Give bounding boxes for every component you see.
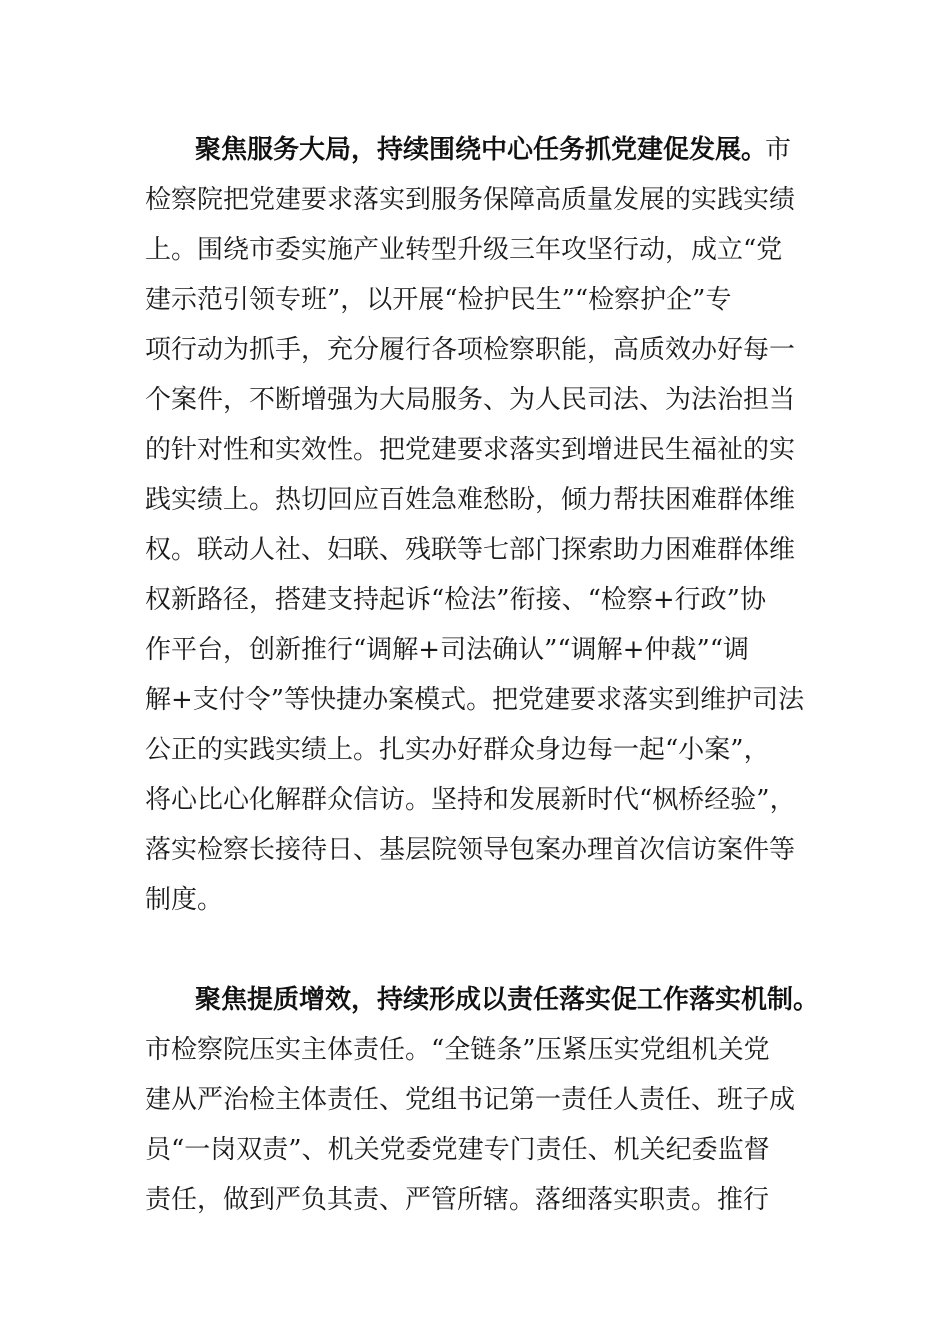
paragraph-line-row <box>0 825 950 875</box>
paragraph-line-row <box>0 275 950 325</box>
paragraph-line-row <box>0 475 950 525</box>
paragraph-line: 建示范引领专班”，以开展“检护民生”“检察护企”专 <box>145 285 732 315</box>
paragraph-line: 作平台，创新推行“调解+司法确认”“调解+仲裁”“调 <box>145 635 750 665</box>
paragraph-line: 落实检察长接待日、基层院领导包案办理首次信访案件等 <box>145 835 796 865</box>
paragraph-line: 上。围绕市委实施产业转型升级三年攻坚行动，成立“党 <box>145 235 783 265</box>
section2-first-line <box>0 975 950 1025</box>
paragraph-line: 将心比心化解群众信访。坚持和发展新时代“枫桥经验”， <box>145 785 796 815</box>
paragraph-line: 项行动为抓手，充分履行各项检察职能，高质效办好每一 <box>145 335 796 365</box>
paragraph-line-row <box>0 175 950 225</box>
paragraph-line: 权新路径，搭建支持起诉“检法”衔接、“检察+行政”协 <box>145 585 766 615</box>
paragraph-line: 个案件，不断增强为大局服务、为人民司法、为法治担当 <box>145 385 796 415</box>
section1-heading: 聚焦服务大局，持续围绕中心任务抓党建促发展。 <box>195 135 768 165</box>
paragraph-line: 检察院把党建要求落实到服务保障高质量发展的实践实绩 <box>145 185 796 215</box>
paragraph-line-row <box>0 725 950 775</box>
paragraph-line: 责任，做到严负其责、严管所辖。落细落实职责。推行 <box>145 1185 770 1215</box>
paragraph-line-row <box>0 1175 950 1225</box>
section1-first-line <box>0 125 950 175</box>
paragraph-line: 员“一岗双责”、机关党委党建专门责任、机关纪委监督 <box>145 1135 770 1165</box>
paragraph-line: 解+支付令”等快捷办案模式。把党建要求落实到维护司法 <box>145 685 805 715</box>
paragraph-line-row <box>0 325 950 375</box>
paragraph-line: 权。联动人社、妇联、残联等七部门探索助力困难群体维 <box>145 535 796 565</box>
paragraph-line-row <box>0 1075 950 1125</box>
paragraph-line-row <box>0 875 950 925</box>
paragraph-line-row <box>0 1025 950 1075</box>
paragraph-line: 公正的实践实绩上。扎实办好群众身边每一起“小案”， <box>145 735 770 765</box>
paragraph-line-row <box>0 225 950 275</box>
paragraph-line: 践实绩上。热切回应百姓急难愁盼，倾力帮扶困难群体维 <box>145 485 796 515</box>
paragraph-line-row <box>0 775 950 825</box>
paragraph-line: 的针对性和实效性。把党建要求落实到增进民生福祉的实 <box>145 435 796 465</box>
paragraph-line-row <box>0 575 950 625</box>
paragraph-line: 市检察院压实主体责任。“全链条”压紧压实党组机关党 <box>145 1035 770 1065</box>
paragraph-line-row <box>0 1125 950 1175</box>
paragraph-line-row <box>0 525 950 575</box>
paragraph-line-row <box>0 625 950 675</box>
paragraph-line-row <box>0 425 950 475</box>
paragraph-line-row <box>0 675 950 725</box>
paragraph-line-row <box>0 375 950 425</box>
section2-heading: 聚焦提质增效，持续形成以责任落实促工作落实机制。 <box>195 985 820 1015</box>
paragraph-line: 制度。 <box>145 885 224 915</box>
paragraph-line: 建从严治检主体责任、党组书记第一责任人责任、班子成 <box>145 1085 796 1115</box>
paragraph-line: 市 <box>765 135 792 165</box>
